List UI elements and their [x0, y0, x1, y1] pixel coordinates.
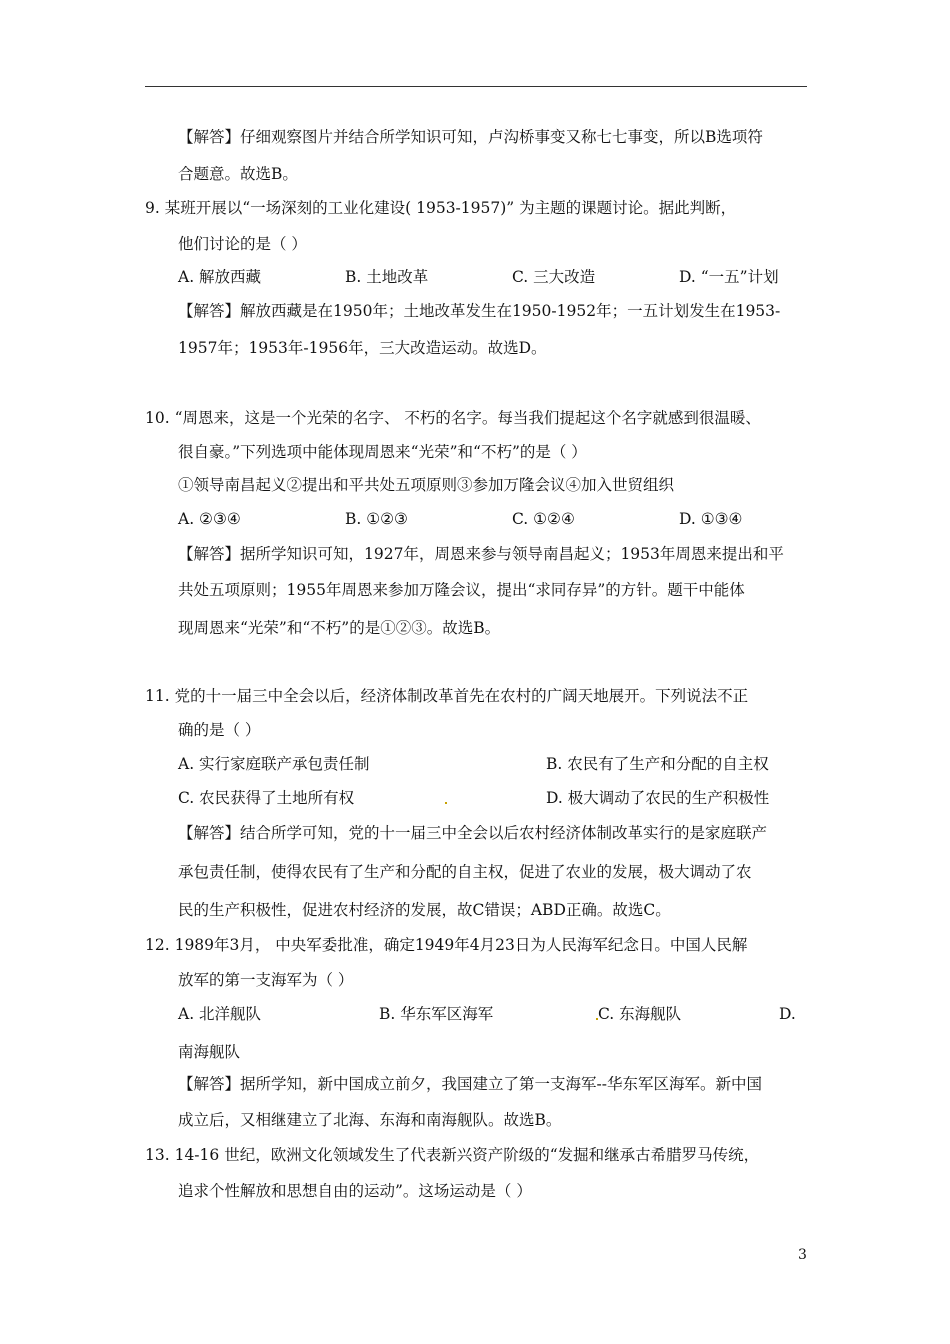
page-number: 3: [798, 1247, 807, 1263]
q12-option-b: B. 华东军区海军: [379, 1005, 494, 1023]
q11-option-a: A. 实行家庭联产承包责任制: [178, 755, 370, 773]
q12-option-c: C. 东海舰队: [598, 1005, 682, 1023]
answer-q9-line1: 【解答】解放西藏是在1950年；土地改革发生在1950-1952年；一五计划发生在1953-: [178, 302, 781, 320]
answer-q11-line3: 民的生产积极性，促进农村经济的发展，故C错误；ABD正确。故选C。: [178, 901, 671, 919]
answer-q10-line2: 共处五项原则；1955年周恩来参加万隆会议，提出“求同存异”的方针。题干中能体: [178, 581, 745, 599]
question-9-line2: 他们讨论的是（ ）: [178, 235, 307, 253]
q11-option-b: B. 农民有了生产和分配的自主权: [546, 755, 769, 773]
question-13-line2: 追求个性解放和思想自由的运动”。这场运动是（ ）: [178, 1182, 532, 1200]
question-10-line2: 很自豪。”下列选项中能体现周恩来“光荣”和“不朽”的是（ ）: [178, 443, 587, 461]
q9-option-c: C. 三大改造: [512, 268, 596, 286]
question-10-items: ①领导南昌起义②提出和平共处五项原则③参加万隆会议④加入世贸组织: [178, 476, 675, 494]
answer-q10-line3: 现周恩来“光荣”和“不朽”的是①②③。故选B。: [178, 619, 501, 637]
q9-option-b: B. 土地改革: [345, 268, 429, 286]
answer-q11-line2: 承包责任制，使得农民有了生产和分配的自主权，促进了农业的发展，极大调动了农: [178, 863, 752, 881]
question-9: 9. 某班开展以“一场深刻的工业化建设( 1953-1957)” 为主题的课题讨论。据此判断，: [145, 199, 737, 217]
answer-q12-line2: 成立后，又相继建立了北海、东海和南海舰队。故选B。: [178, 1111, 562, 1129]
answer-q9-line2: 1957年；1953年-1956年，三大改造运动。故选D。: [178, 339, 547, 357]
answer-q12-line1: 【解答】据所学知，新中国成立前夕，我国建立了第一支海军--华东军区海军。新中国: [178, 1075, 762, 1093]
question-11-line2: 确的是（ ）: [178, 721, 261, 739]
question-12-line2: 放军的第一支海军为（ ）: [178, 971, 354, 989]
question-13: 13. 14-16 世纪，欧洲文化领域发生了代表新兴资产阶级的“发掘和继承古希腊罗马传统，: [145, 1146, 760, 1164]
question-12: 12. 1989年3月， 中央军委批准，确定1949年4月23日为人民海军纪念日。中国人民解: [145, 936, 748, 954]
answer-q10-line1: 【解答】据所学知识可知，1927年，周恩来参与领导南昌起义；1953年周恩来提出和平: [178, 545, 784, 563]
answer-q8-line1: 【解答】仔细观察图片并结合所学知识可知，卢沟桥事变又称七七事变，所以B选项符: [178, 128, 763, 146]
q10-option-b: B. ①②③: [345, 510, 408, 528]
question-10: 10. “周恩来，这是一个光荣的名字、 不朽的名字。每当我们提起这个名字就感到很温暖、: [145, 409, 761, 427]
q9-option-a: A. 解放西藏: [178, 268, 262, 286]
q12-option-d: D.: [779, 1005, 796, 1023]
answer-q8-line2: 合题意。故选B。: [178, 165, 298, 183]
q10-option-d: D. ①③④: [679, 510, 743, 528]
q11-option-c: C. 农民获得了土地所有权: [178, 789, 355, 807]
q12-option-a: A. 北洋舰队: [178, 1005, 262, 1023]
q9-option-d: D. “一五”计划: [679, 268, 779, 286]
q11-option-d: D. 极大调动了农民的生产积极性: [546, 789, 770, 807]
stray-mark-2: [596, 1018, 598, 1020]
q12-option-d-text: 南海舰队: [178, 1043, 241, 1061]
answer-q11-line1: 【解答】结合所学可知，党的十一届三中全会以后农村经济体制改革实行的是家庭联产: [178, 824, 768, 842]
q10-option-c: C. ①②④: [512, 510, 575, 528]
question-11: 11. 党的十一届三中全会以后，经济体制改革首先在农村的广阔天地展开。下列说法不正: [145, 687, 749, 705]
header-rule: [145, 86, 807, 87]
q10-option-a: A. ②③④: [178, 510, 241, 528]
stray-mark: [445, 802, 447, 804]
